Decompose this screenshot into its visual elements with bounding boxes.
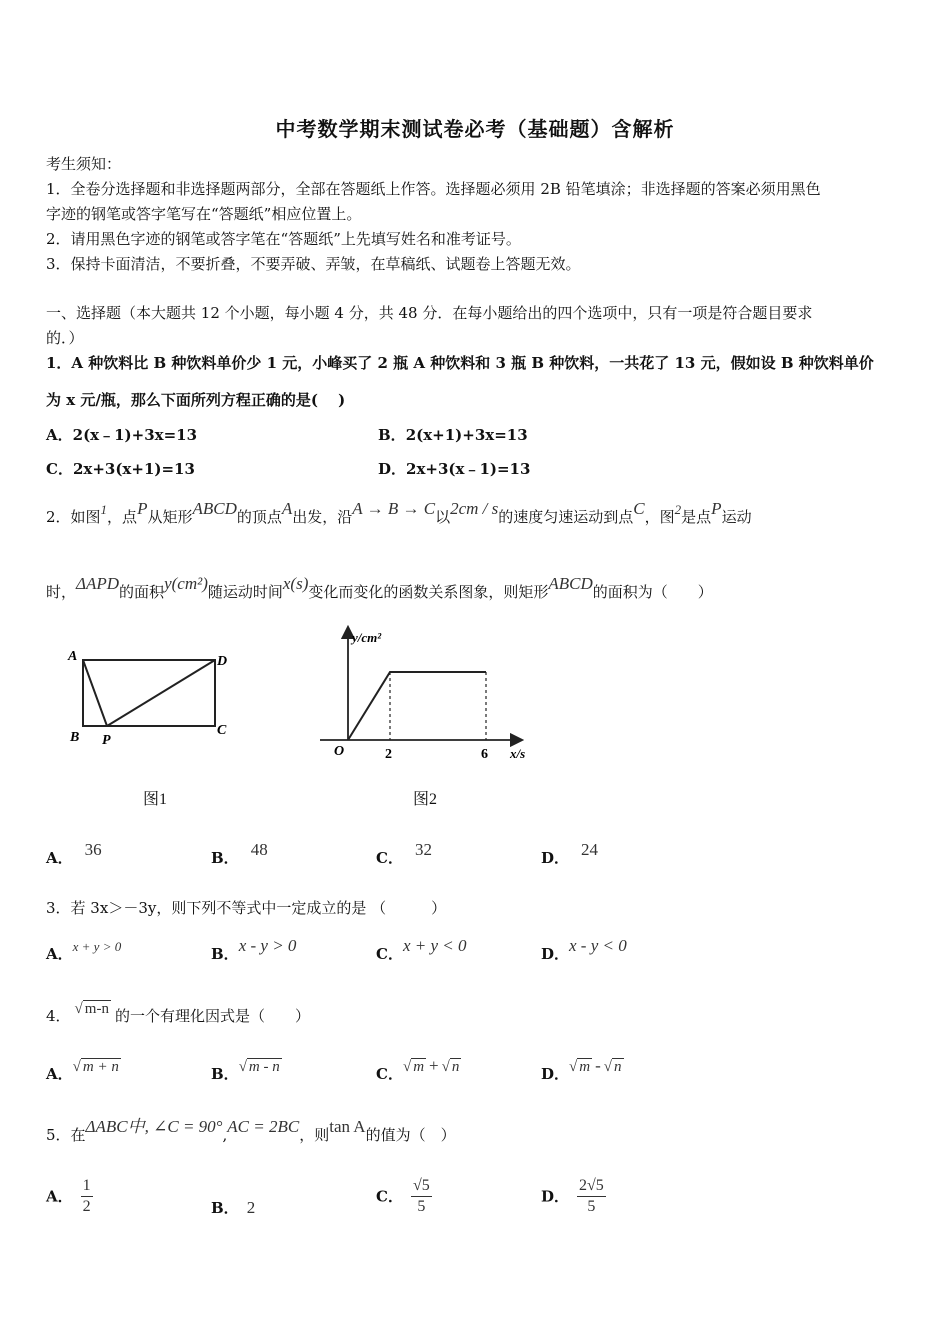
figure-2-caption: 图2 (413, 791, 438, 808)
fig2-tick-2: 2 (385, 747, 392, 762)
section-heading-b: 的．） (46, 329, 84, 347)
q1-option-c[interactable]: C．2x+3(x+1)=13 (46, 460, 195, 478)
q1-option-a[interactable]: A．2(x﹣1)+3x=13 (46, 426, 198, 444)
q2-option-b[interactable]: B． 48 (211, 840, 268, 867)
fig1-label-d: D (217, 654, 228, 669)
fig1-label-c: C (217, 723, 227, 738)
fig1-label-a: A (68, 649, 78, 664)
q4-option-b[interactable]: B．√ m - n (211, 1059, 280, 1083)
q3-option-a[interactable]: A．x + y > 0 (46, 939, 122, 963)
fig1-label-p: P (102, 733, 111, 748)
notice-heading: 考生须知： (46, 155, 122, 173)
fig2-origin: O (334, 744, 345, 759)
fig2-tick-6: 6 (481, 747, 488, 762)
figure-1-caption: 图1 (143, 791, 168, 808)
fig1-label-b: B (70, 730, 80, 745)
question-2-line-b: 时，ΔAPD的面积y(cm²)随运动时间x(s)变化而变化的函数关系图象，则矩形ABCD的面积为（ ） (46, 574, 713, 601)
q5-option-d[interactable]: D． $\frac{2√5}{5}$ (541, 1177, 604, 1215)
question-1-line-b: 为 x 元/瓶，那么下面所列方程正确的是( ) (46, 391, 346, 409)
q5-option-a[interactable]: A． $\frac{1}{2}$ (46, 1177, 91, 1215)
fig2-y-label: y/cm² (352, 630, 382, 645)
figure-1-rectangle (60, 640, 240, 750)
q3-option-d[interactable]: D．x - y < 0 (541, 936, 627, 963)
notice-item-3: 3．保持卡面清洁，不要折叠，不要弄破、弄皱，在草稿纸、试题卷上答题无效。 (46, 255, 581, 273)
notice-item-1b: 字迹的钢笔或答字笔写在“答题纸”相应位置上。 (46, 205, 362, 223)
q2-option-d[interactable]: D． 24 (541, 840, 599, 867)
q2-option-a[interactable]: A． 36 (46, 840, 102, 867)
section-heading-a: 一、选择题（本大题共 12 个小题，每小题 4 分，共 48 分．在每小题给出的四个选项中，只有一项是符合题目要求 (46, 304, 813, 322)
figure-2-graph (312, 622, 540, 770)
q5-option-c[interactable]: C． $\frac{√5}{5}$ (376, 1177, 430, 1215)
question-1-line-a: 1．A 种饮料比 B 种饮料单价少 1 元，小峰买了 2 瓶 A 种饮料和 3 瓶 B 种饮料，一共花了 13 元，假如设 B 种饮料单价 (46, 354, 874, 372)
q2-option-c[interactable]: C． 32 (376, 840, 432, 867)
fig2-x-label: x/s (510, 746, 526, 761)
q4-option-c[interactable]: C．√ m + √ n (376, 1056, 460, 1083)
question-3: 3．若 3x＞－3y，则下列不等式中一定成立的是 （ ） (46, 899, 447, 917)
question-5: 5．在ΔABC中, ∠C = 90°,AC = 2BC，则tan A的值为（ ） (46, 1117, 456, 1144)
q4-option-d[interactable]: D．√ m - √ n (541, 1056, 622, 1083)
q1-option-b[interactable]: B．2(x+1)+3x=13 (378, 426, 528, 444)
q3-option-b[interactable]: B．x - y > 0 (211, 936, 297, 963)
q1-option-d[interactable]: D．2x+3(x﹣1)=13 (378, 460, 531, 478)
notice-item-1a: 1．全卷分选择题和非选择题两部分，全部在答题纸上作答。选择题必须用 2B 铅笔填涂；非选择题的答案必须用黑色 (46, 180, 821, 198)
question-4: 4． √ m-n 的一个有理化因式是（ ） (46, 1001, 310, 1025)
q4-option-a[interactable]: A．√ m + n (46, 1059, 119, 1083)
q3-option-c[interactable]: C．x + y < 0 (376, 936, 467, 963)
page-title: 中考数学期末测试卷必考（基础题）含解析 (275, 117, 675, 141)
notice-item-2: 2．请用黑色字迹的钢笔或答字笔在“答题纸”上先填写姓名和准考证号。 (46, 230, 521, 248)
question-2-line-a: 2．如图1，点P从矩形ABCD的顶点A出发，沿A → B → C以2cm / s的速度匀速运动到点C，图2是点P运动 (46, 499, 752, 526)
q5-option-b[interactable]: B． 2 (211, 1198, 256, 1217)
